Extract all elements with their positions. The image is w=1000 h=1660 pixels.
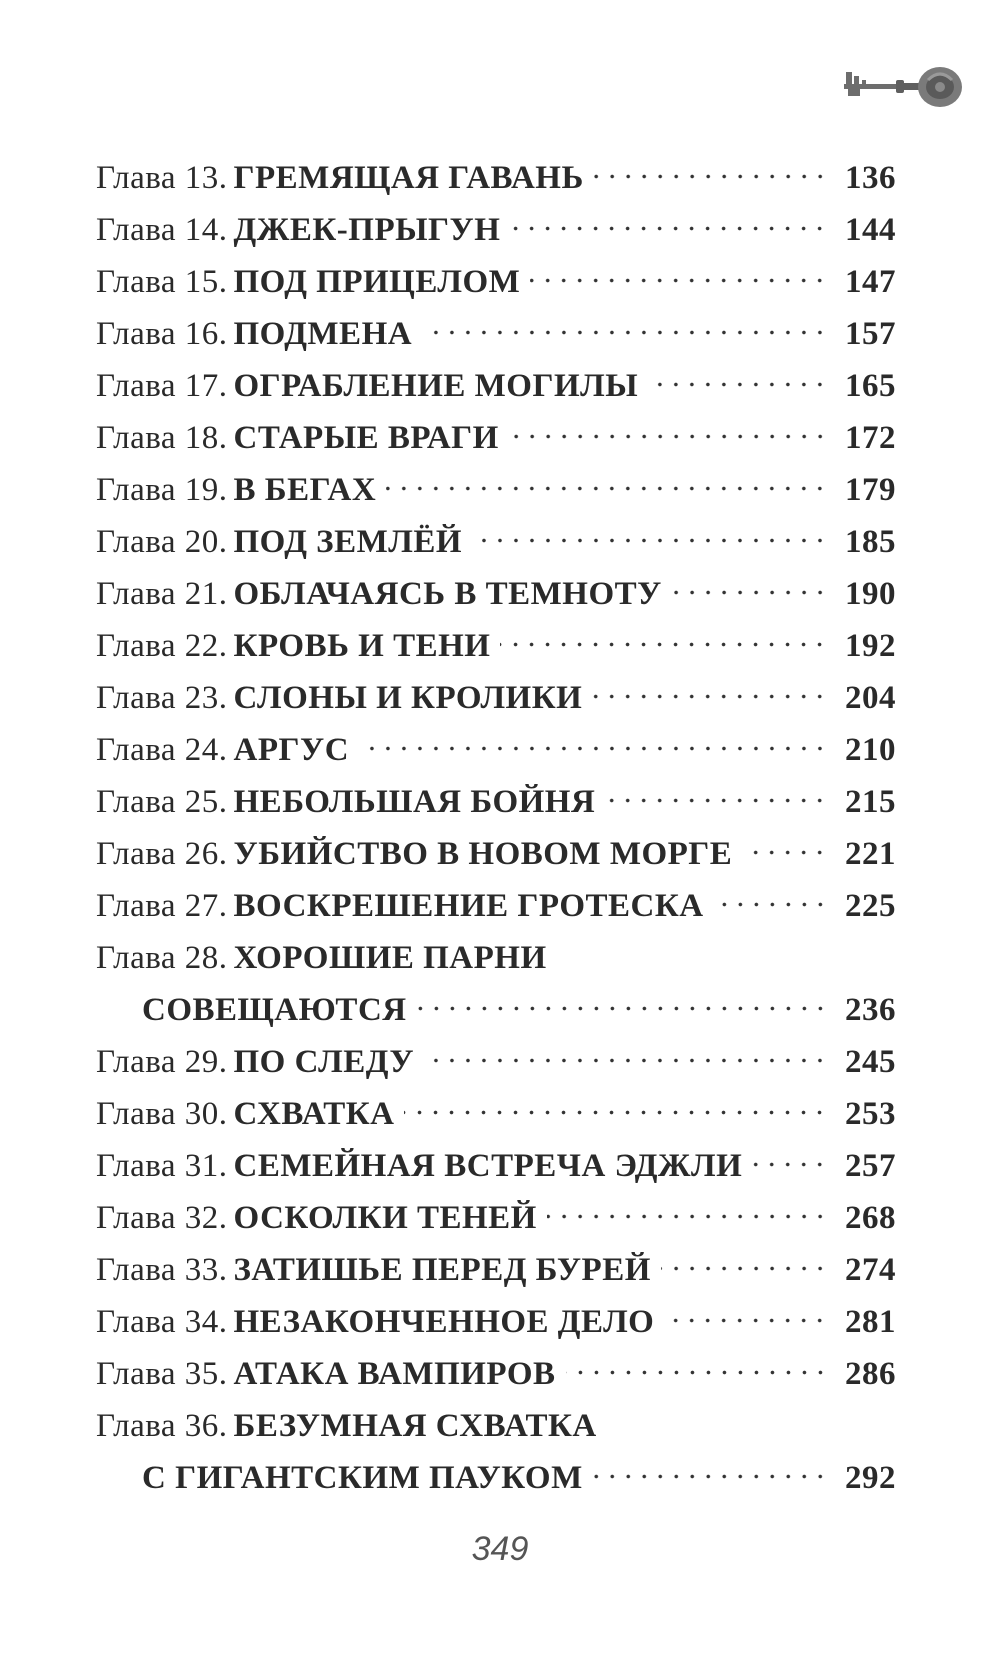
toc-entry-line [96,204,896,256]
chapter-title: СЛОНЫ И КРОЛИКИ [233,680,583,716]
chapter-label: Глава 33. [96,1252,228,1288]
dot-leader [510,212,828,245]
toc-entry-line [96,1348,896,1400]
chapter-label: Глава 32. [96,1200,228,1236]
chapter-page-number: 221 [845,836,896,872]
toc-entry-line [96,724,896,776]
chapter-page-number: 210 [845,732,896,768]
chapter-page-number: 185 [845,524,896,560]
toc-entry [96,412,896,464]
chapter-title: ПОД ПРИЦЕЛОМ [233,264,521,300]
toc-entry [96,932,896,1036]
toc-entry [96,828,896,880]
dot-leader [566,1356,828,1389]
toc-entry [96,1192,896,1244]
dot-leader [593,1460,828,1493]
chapter-page-number: 286 [845,1356,896,1392]
toc-entry [96,1140,896,1192]
chapter-label: Глава 17. [96,368,228,404]
dot-leader [648,368,828,401]
dot-leader [404,1096,828,1129]
toc-entry-line [96,620,896,672]
dot-leader [500,628,828,661]
toc-entry [96,568,896,620]
toc-entry [96,1348,896,1400]
chapter-label: Глава 15. [96,264,228,300]
chapter-title: СХВАТКА [233,1096,395,1132]
chapter-page-number: 136 [845,160,896,196]
chapter-page-number: 236 [845,992,896,1028]
toc-entry-line [96,152,896,204]
chapter-title: В БЕГАХ [233,472,377,508]
dot-leader [661,1252,828,1285]
toc-entry-line [96,1140,896,1192]
chapter-label: Глава 25. [96,784,228,820]
chapter-page-number: 165 [845,368,896,404]
toc-entry-line [96,828,896,880]
chapter-label: Глава 27. [96,888,228,924]
toc-entry-line [96,516,896,568]
chapter-title: С ГИГАНТСКИМ ПАУКОМ [142,1460,583,1496]
toc-entry-line [96,464,896,516]
dot-leader [509,420,828,453]
chapter-label: Глава 16. [96,316,228,352]
toc-entry-line [96,308,896,360]
chapter-page-number: 147 [845,264,896,300]
chapter-page-number: 157 [845,316,896,352]
dot-leader [359,732,828,765]
toc-entry-line [96,1296,896,1348]
chapter-title: ПОД ЗЕМЛЁЙ [233,524,463,560]
dot-leader [714,888,828,921]
chapter-page-number: 268 [845,1200,896,1236]
chapter-label: Глава 20. [96,524,228,560]
chapter-title: АТАКА ВАМПИРОВ [233,1356,556,1392]
toc-entry-line [96,932,896,984]
toc-entry-line [96,568,896,620]
toc-entry-line [96,984,896,1036]
chapter-title: ПОДМЕНА [233,316,413,352]
dot-leader [472,524,828,557]
dot-leader [530,264,828,297]
chapter-title: ОГРАБЛЕНИЕ МОГИЛЫ [233,368,639,404]
dot-leader [594,160,828,193]
toc-entry-line [96,1192,896,1244]
chapter-label: Глава 21. [96,576,228,612]
chapter-label: Глава 24. [96,732,228,768]
chapter-title: ДЖЕК-ПРЫГУН [233,212,501,248]
chapter-page-number: 190 [845,576,896,612]
toc-entry [96,1400,896,1504]
dot-leader [672,576,828,609]
chapter-title: ПО СЛЕДУ [233,1044,415,1080]
chapter-page-number: 192 [845,628,896,664]
chapter-page-number: 274 [845,1252,896,1288]
toc-entry [96,776,896,828]
chapter-title: СЕМЕЙНАЯ ВСТРЕЧА ЭДЖЛИ [233,1148,743,1184]
toc-entry-line [96,880,896,932]
chapter-label: Глава 31. [96,1148,228,1184]
chapter-title: НЕБОЛЬШАЯ БОЙНЯ [233,784,596,820]
toc-entry [96,880,896,932]
toc-entry [96,256,896,308]
chapter-title: ВОСКРЕШЕНИЕ ГРОТЕСКА [233,888,704,924]
chapter-label: Глава 29. [96,1044,228,1080]
toc-entry [96,620,896,672]
toc-entry-line [96,1088,896,1140]
chapter-title: БЕЗУМНАЯ СХВАТКА [233,1408,597,1444]
chapter-label: Глава 14. [96,212,228,248]
dot-leader [605,784,828,817]
chapter-page-number: 225 [845,888,896,924]
chapter-page-number: 257 [845,1148,896,1184]
toc-entry-line [96,776,896,828]
toc-entry [96,1296,896,1348]
toc-entry-line [96,412,896,464]
toc-entry-line [96,1452,896,1504]
toc-entry [96,724,896,776]
toc-entry [96,1244,896,1296]
dot-leader [664,1304,828,1337]
dot-leader [752,1148,828,1181]
dot-leader [422,316,828,349]
chapter-label: Глава 22. [96,628,228,664]
chapter-label: Глава 23. [96,680,228,716]
toc-entry-line [96,360,896,412]
page-number: 349 [471,1530,529,1568]
toc-entry [96,360,896,412]
chapter-label: Глава 35. [96,1356,228,1392]
toc-entry [96,464,896,516]
chapter-title: ОСКОЛКИ ТЕНЕЙ [233,1200,537,1236]
chapter-label: Глава 36. [96,1408,228,1444]
chapter-title: ЗАТИШЬЕ ПЕРЕД БУРЕЙ [233,1252,651,1288]
chapter-title: ОБЛАЧАЯСЬ В ТЕМНОТУ [233,576,662,612]
toc-entry [96,672,896,724]
chapter-label: Глава 28. [96,940,228,976]
chapter-title: ХОРОШИЕ ПАРНИ [233,940,547,976]
dot-leader [547,1200,828,1233]
dot-leader [592,680,828,713]
chapter-title: ГРЕМЯЩАЯ ГАВАНЬ [233,160,584,196]
chapter-page-number: 215 [845,784,896,820]
dot-leader [424,1044,828,1077]
chapter-page-number: 281 [845,1304,896,1340]
chapter-label: Глава 18. [96,420,228,456]
toc-entry [96,204,896,256]
toc-entry [96,516,896,568]
chapter-page-number: 204 [845,680,896,716]
toc-entry [96,152,896,204]
chapter-page-number: 144 [845,212,896,248]
chapter-title: НЕЗАКОНЧЕННОЕ ДЕЛО [233,1304,655,1340]
chapter-title: КРОВЬ И ТЕНИ [233,628,491,664]
toc-entry [96,308,896,360]
chapter-label: Глава 30. [96,1096,228,1132]
dot-leader [386,472,828,505]
chapter-title: СТАРЫЕ ВРАГИ [233,420,499,456]
chapter-label: Глава 34. [96,1304,228,1340]
chapter-title: СОВЕЩАЮТСЯ [142,992,407,1028]
toc-entry [96,1036,896,1088]
dot-leader [417,992,828,1025]
toc-entry-line [96,1244,896,1296]
chapter-page-number: 292 [845,1460,896,1496]
chapter-label: Глава 26. [96,836,228,872]
dot-leader [742,836,828,869]
chapter-title: АРГУС [233,732,350,768]
chapter-page-number: 253 [845,1096,896,1132]
toc-entry-line [96,672,896,724]
chapter-page-number: 172 [845,420,896,456]
chapter-label: Глава 19. [96,472,228,508]
toc-entry-line [96,1400,896,1452]
toc-entry-line [96,256,896,308]
chapter-title: УБИЙСТВО В НОВОМ МОРГЕ [233,836,733,872]
chapter-label: Глава 13. [96,160,228,196]
chapter-page-number: 179 [845,472,896,508]
key-icon [840,62,970,112]
table-of-contents [96,152,896,1504]
toc-entry-line [96,1036,896,1088]
toc-entry [96,1088,896,1140]
chapter-page-number: 245 [845,1044,896,1080]
